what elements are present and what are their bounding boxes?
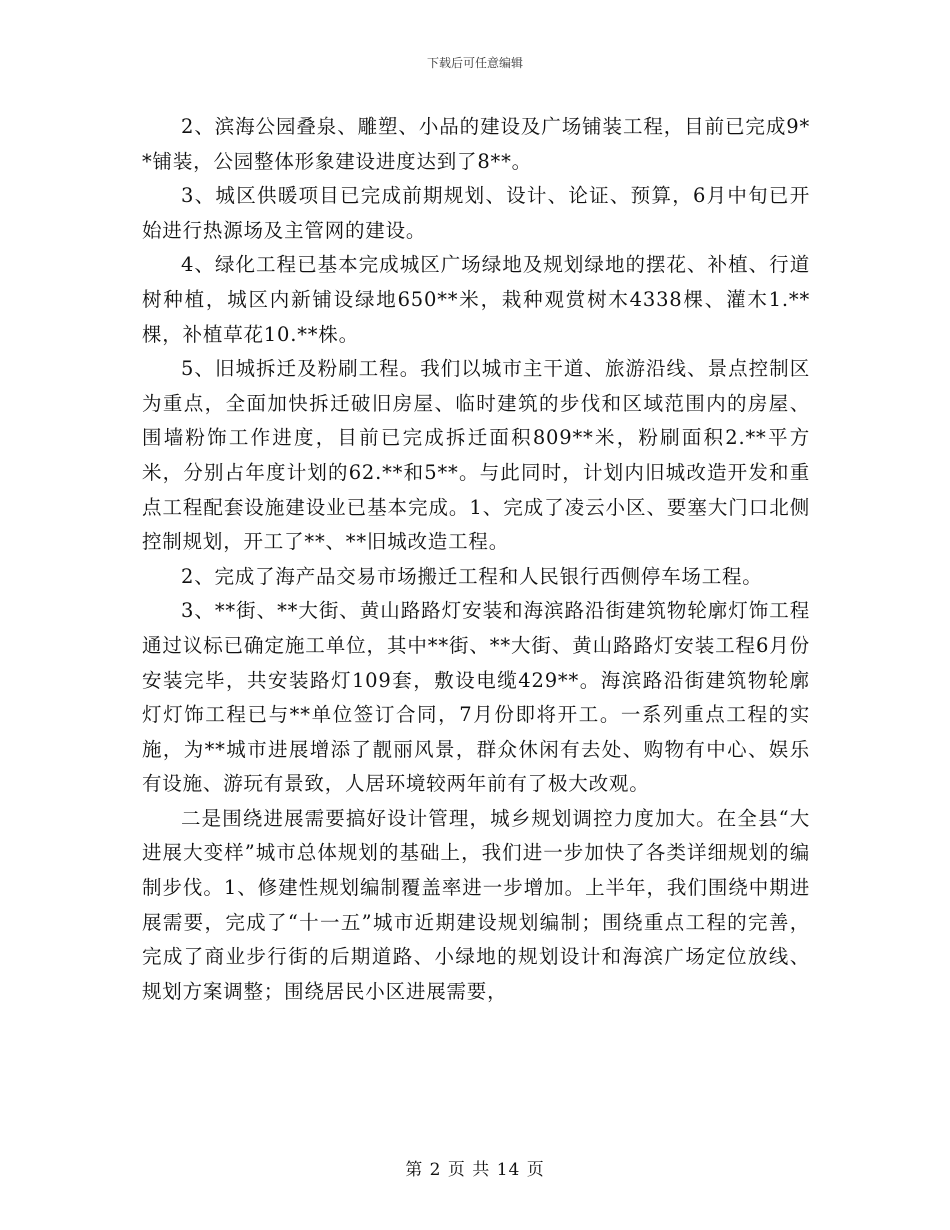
paragraph-3: 4、绿化工程已基本完成城区广场绿地及规划绿地的摆花、补植、行道树种植，城区内新铺设绿地650**米，栽种观赏树木4338棵、灌木1.**棵，补植草花10.**株。 <box>142 253 810 346</box>
paragraph-1: 2、滨海公园叠泉、雕塑、小品的建设及广场铺装工程，目前已完成9**铺装，公园整体形象建设进度达到了8**。 <box>142 115 810 173</box>
page-header-note: 下载后可任意编辑 <box>426 56 523 70</box>
paragraph-4: 5、旧城拆迁及粉刷工程。我们以城市主干道、旅游沿线、景点控制区为重点，全面加快拆迁破旧房屋、临时建筑的步伐和区域范围内的房屋、围墙粉饰工作进度，目前已完成拆迁面积809**米，粉刷面积2.**平方米，分别占年度计划的62.**和5**。与此同时，计划内旧城改造开发和重点工程配套设施建设业已基本完成。1、完成了凌云小区、要塞大门口北侧控制规划，开工了**、**旧城改造工程。 <box>142 357 810 554</box>
paragraph-2: 3、城区供暖项目已完成前期规划、设计、论证、预算，6月中旬已开始进行热源场及主管网的建设。 <box>142 184 810 242</box>
paragraph-6: 3、**街、**大街、黄山路路灯安装和海滨路沿街建筑物轮廓灯饰工程通过议标已确定施工单位，其中**街、**大街、黄山路路灯安装工程6月份安装完毕，共安装路灯109套，敷设电缆429**。海滨路沿街建筑物轮廓灯灯饰工程已与**单位签订合同，7月份即将开工。一系列重点工程的实施，为**城市进展增添了靓丽风景，群众休闲有去处、购物有中心、娱乐有设施、游玩有景致，人居环境较两年前有了极大改观。 <box>142 599 810 796</box>
paragraph-7: 二是围绕进展需要搞好设计管理，城乡规划调控力度加大。在全县“大进展大变样”城市总体规划的基础上，我们进一步加快了各类详细规划的编制步伐。1、修建性规划编制覆盖率进一步增加。上半年，我们围绕中期进展需要，完成了“十一五”城市近期建设规划编制；围绕重点工程的完善，完成了商业步行街的后期道路、小绿地的规划设计和海滨广场定位放线、规划方案调整；围绕居民小区进展需要， <box>142 806 810 1003</box>
paragraph-5: 2、完成了海产品交易市场搬迁工程和人民银行西侧停车场工程。 <box>181 564 763 588</box>
page-number-footer: 第 2 页 共 14 页 <box>405 1160 545 1180</box>
document-body <box>142 110 810 1009</box>
